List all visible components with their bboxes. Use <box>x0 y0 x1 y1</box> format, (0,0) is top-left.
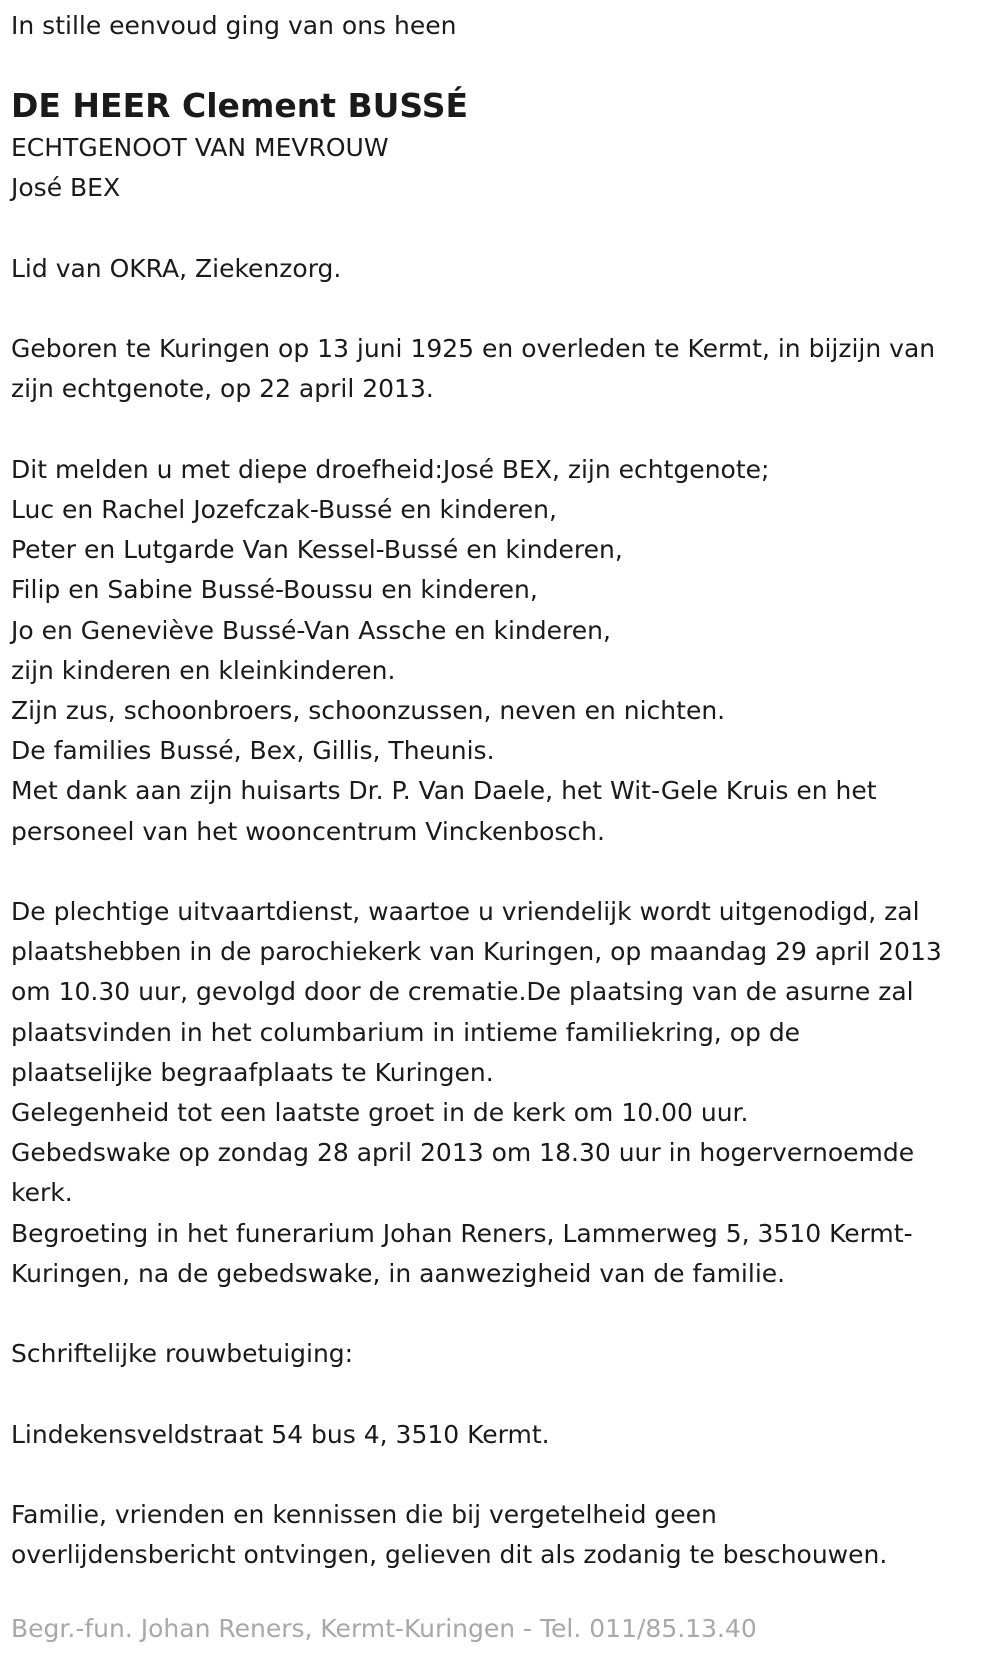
paragraph-line: overlijdensbericht ontvingen, gelieven dit als zodanig te beschouwen. <box>11 1540 888 1570</box>
condolence-address: Lindekensveldstraat 54 bus 4, 3510 Kermt. <box>11 1419 550 1449</box>
paragraph-line: Dit melden u met diepe droefheid:José BEX, zijn echtgenote; <box>11 454 770 484</box>
condolence-label: Schriftelijke rouwbetuiging: <box>11 1339 354 1369</box>
paragraph-line: Familie, vrienden en kennissen die bij vergetelheid geen <box>11 1500 717 1529</box>
paragraph-line: kerk. <box>11 1178 73 1208</box>
paragraph-line: plaatshebben in de parochiekerk van Kuringen, op maandag 29 april 2013 <box>11 937 942 967</box>
spacer <box>11 1294 989 1334</box>
spacer <box>11 1455 989 1495</box>
spouse-name: José BEX <box>11 173 121 203</box>
spacer <box>11 410 989 450</box>
paragraph-line: Zijn zus, schoonbroers, schoonzussen, neven en nichten. <box>11 696 726 725</box>
paragraph-line: om 10.30 uur, gevolgd door de crematie.De plaatsing van de asurne zal <box>11 977 914 1007</box>
intro-text: In stille eenvoud ging van ons heen <box>11 11 457 40</box>
paragraph-line: Geboren te Kuringen op 13 juni 1925 en overleden te Kermt, in bijzijn van <box>11 334 936 364</box>
spacer <box>11 1374 989 1414</box>
paragraph-line: Met dank aan zijn huisarts Dr. P. Van Daele, het Wit-Gele Kruis en het <box>11 776 877 806</box>
mourners-paragraph <box>11 450 989 852</box>
spouse-label: ECHTGENOOT VAN MEVROUW <box>11 133 389 163</box>
spacer <box>11 289 989 329</box>
paragraph-line: Gebedswake op zondag 28 april 2013 om 18.30 uur in hogervernoemde <box>11 1138 915 1168</box>
paragraph-line: De families Bussé, Bex, Gillis, Theunis. <box>11 736 495 766</box>
paragraph-line: personeel van het wooncentrum Vinckenbosch. <box>11 816 605 846</box>
spacer <box>11 209 989 249</box>
paragraph-line: plaatselijke begraafplaats te Kuringen. <box>11 1057 494 1087</box>
paragraph-line: zijn echtgenote, op 22 april 2013. <box>11 374 434 404</box>
paragraph-line: plaatsvinden in het columbarium in intieme familiekring, op de <box>11 1017 801 1047</box>
spacer <box>11 852 989 892</box>
deceased-name: DE HEER Clement BUSSÉ <box>11 86 469 126</box>
closing-paragraph <box>11 1495 989 1575</box>
paragraph-line: Peter en Lutgarde Van Kessel-Bussé en kinderen, <box>11 535 623 565</box>
birth-death-paragraph <box>11 329 989 409</box>
paragraph-line: zijn kinderen en kleinkinderen. <box>11 655 396 685</box>
paragraph-line: Gelegenheid tot een laatste groet in de kerk om 10.00 uur. <box>11 1098 749 1128</box>
paragraph-line: Begroeting in het funerarium Johan Reners, Lammerweg 5, 3510 Kermt- <box>11 1218 913 1248</box>
paragraph-line: De plechtige uitvaartdienst, waartoe u vriendelijk wordt uitgenodigd, zal <box>11 897 920 926</box>
membership-text: Lid van OKRA, Ziekenzorg. <box>11 253 342 283</box>
paragraph-line: Filip en Sabine Bussé-Boussu en kinderen, <box>11 575 538 605</box>
paragraph-line: Kuringen, na de gebedswake, in aanwezigheid van de familie. <box>11 1258 786 1288</box>
funeral-home-footer: Begr.-fun. Johan Reners, Kermt-Kuringen - Tel. 011/85.13.40 <box>11 1614 757 1644</box>
paragraph-line: Jo en Geneviève Bussé-Van Assche en kinderen, <box>11 615 611 645</box>
service-paragraph <box>11 892 989 1294</box>
paragraph-line: Luc en Rachel Jozefczak-Bussé en kinderen, <box>11 494 557 524</box>
